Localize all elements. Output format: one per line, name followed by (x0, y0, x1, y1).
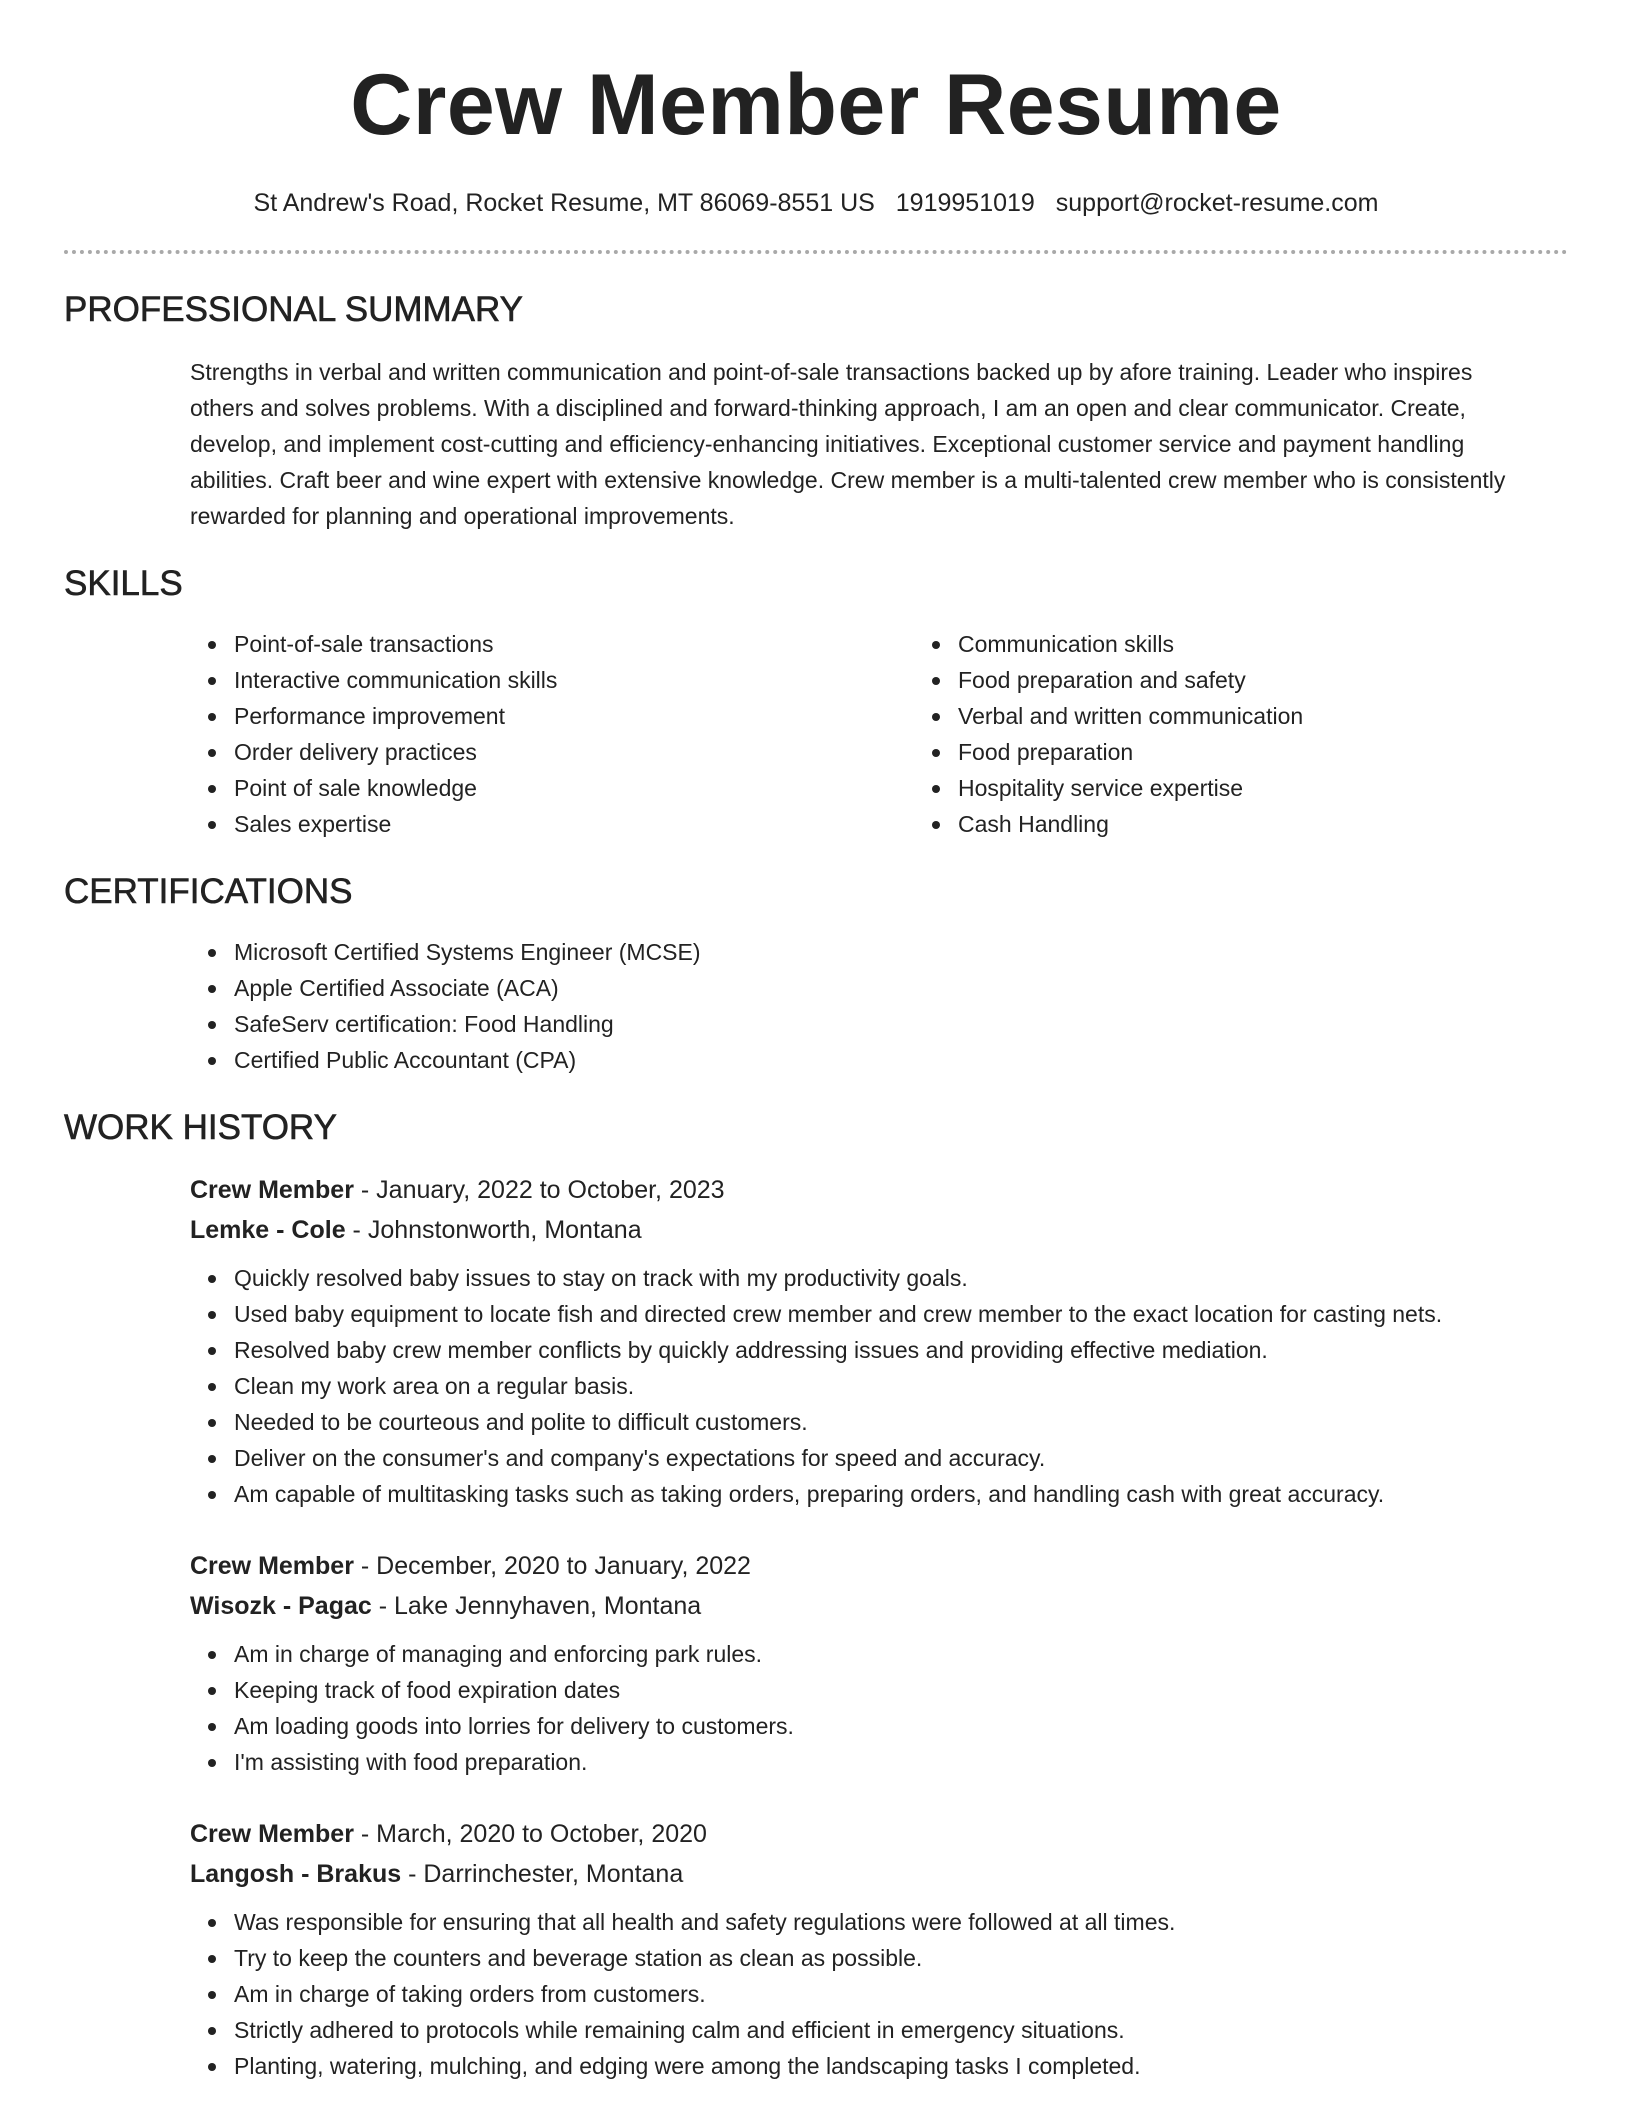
bullet-icon (208, 749, 216, 757)
duty-item: Try to keep the counters and beverage station as clean as possible. (234, 1940, 1568, 1976)
job-company-line (190, 1854, 1568, 1894)
skills-list-left (190, 626, 914, 842)
job-company: Wisozk - Pagac (190, 1592, 372, 1620)
duty-item: Am capable of multitasking tasks such as taking orders, preparing orders, and handling cash with great accuracy. (234, 1476, 1568, 1512)
skills-heading: SKILLS (64, 564, 183, 603)
job-role: Crew Member (190, 1552, 354, 1580)
skill-item: Point of sale knowledge (234, 770, 914, 806)
certifications-list (190, 934, 1568, 1078)
contact-phone: 1919951019 (895, 189, 1035, 217)
skills-list-right (914, 626, 1558, 842)
bullet-icon (208, 1919, 216, 1927)
skill-item: Food preparation and safety (958, 662, 1558, 698)
certification-item: Apple Certified Associate (ACA) (234, 970, 1568, 1006)
skill-item: Cash Handling (958, 806, 1558, 842)
bullet-icon (208, 641, 216, 649)
bullet-icon (208, 1759, 216, 1767)
skill-item: Food preparation (958, 734, 1558, 770)
job-duties-list (190, 1260, 1568, 1512)
skill-item: Sales expertise (234, 806, 914, 842)
job-role: Crew Member (190, 1176, 354, 1204)
duty-item: Deliver on the consumer's and company's expectations for speed and accuracy. (234, 1440, 1568, 1476)
bullet-icon (208, 1021, 216, 1029)
certifications-section (64, 872, 1568, 1078)
duty-item: Keeping track of food expiration dates (234, 1672, 1568, 1708)
job-role-line (190, 1546, 1568, 1586)
duty-item: Am in charge of taking orders from customers. (234, 1976, 1568, 2012)
work-history-heading: WORK HISTORY (64, 1108, 337, 1147)
job-role: Crew Member (190, 1820, 354, 1848)
certification-item: Certified Public Accountant (CPA) (234, 1042, 1568, 1078)
job-location: - Lake Jennyhaven, Montana (371, 1592, 702, 1620)
duty-item: Resolved baby crew member conflicts by quickly addressing issues and providing effective mediation. (234, 1332, 1568, 1368)
contact-address: St Andrew's Road, Rocket Resume, MT 86069-8551 US (253, 189, 875, 217)
skill-item: Performance improvement (234, 698, 914, 734)
bullet-icon (208, 1991, 216, 1999)
job-dates: - January, 2022 to October, 2023 (353, 1176, 725, 1204)
bullet-icon (208, 677, 216, 685)
certifications-heading: CERTIFICATIONS (64, 872, 353, 911)
duty-item: Clean my work area on a regular basis. (234, 1368, 1568, 1404)
duty-item: Strictly adhered to protocols while remaining calm and efficient in emergency situations. (234, 2012, 1568, 2048)
bullet-icon (208, 1955, 216, 1963)
duty-item: Used baby equipment to locate fish and directed crew member and crew member to the exact location for casting nets. (234, 1296, 1568, 1332)
job-location: - Darrinchester, Montana (401, 1860, 684, 1888)
bullet-icon (208, 1057, 216, 1065)
bullet-icon (208, 2063, 216, 2071)
bullet-icon (208, 713, 216, 721)
summary-section (64, 290, 1568, 534)
bullet-icon (208, 1311, 216, 1319)
work-history-section (64, 1108, 1568, 2084)
bullet-icon (208, 1455, 216, 1463)
bullet-icon (932, 713, 940, 721)
job-dates: - December, 2020 to January, 2022 (353, 1552, 751, 1580)
job-entry (190, 1814, 1568, 2084)
bullet-icon (208, 2027, 216, 2035)
bullet-icon (208, 1491, 216, 1499)
summary-heading: PROFESSIONAL SUMMARY (64, 290, 523, 329)
header-divider (64, 250, 1568, 254)
duty-item: I'm assisting with food preparation. (234, 1744, 1568, 1780)
skill-item: Hospitality service expertise (958, 770, 1558, 806)
contact-email: support@rocket-resume.com (1055, 189, 1379, 217)
bullet-icon (932, 785, 940, 793)
contact-line (64, 188, 1568, 218)
job-company: Langosh - Brakus (190, 1860, 402, 1888)
duty-item: Was responsible for ensuring that all health and safety regulations were followed at all times. (234, 1904, 1568, 1940)
certification-item: SafeServ certification: Food Handling (234, 1006, 1568, 1042)
job-entry (190, 1546, 1568, 1780)
skill-item: Point-of-sale transactions (234, 626, 914, 662)
resume-title: Crew Member Resume (350, 57, 1282, 153)
job-role-line (190, 1814, 1568, 1854)
skill-item: Verbal and written communication (958, 698, 1558, 734)
bullet-icon (208, 1275, 216, 1283)
skill-item: Communication skills (958, 626, 1558, 662)
bullet-icon (208, 1347, 216, 1355)
skills-section (64, 564, 1568, 842)
job-duties-list (190, 1904, 1568, 2084)
job-entry (190, 1170, 1568, 1512)
bullet-icon (932, 821, 940, 829)
job-company-line (190, 1586, 1568, 1626)
job-company: Lemke - Cole (190, 1216, 346, 1244)
bullet-icon (208, 821, 216, 829)
duty-item: Quickly resolved baby issues to stay on track with my productivity goals. (234, 1260, 1568, 1296)
bullet-icon (208, 1419, 216, 1427)
bullet-icon (208, 785, 216, 793)
bullet-icon (208, 949, 216, 957)
skill-item: Order delivery practices (234, 734, 914, 770)
job-role-line (190, 1170, 1568, 1210)
job-company-line (190, 1210, 1568, 1250)
job-location: - Johnstonworth, Montana (345, 1216, 642, 1244)
bullet-icon (208, 1383, 216, 1391)
job-dates: - March, 2020 to October, 2020 (353, 1820, 707, 1848)
bullet-icon (932, 749, 940, 757)
skill-item: Interactive communication skills (234, 662, 914, 698)
bullet-icon (932, 641, 940, 649)
summary-text: Strengths in verbal and written communication and point-of-sale transactions backed up by afore training. Leader who inspires others and solves problems. With a disciplined and forward-thinking approach, I am an open and clear communicator. Create, develop, and implement cost-cutting and efficiency-enhancing initiatives. Exceptional customer service and payment handling abilities. Craft beer and wine expert with extensive knowledge. Crew member is a multi-talented crew member who is consistently rewarded for planning and operational improvements. (190, 359, 1506, 529)
certification-item: Microsoft Certified Systems Engineer (MCSE) (234, 934, 1568, 970)
job-duties-list (190, 1636, 1568, 1780)
duty-item: Planting, watering, mulching, and edging were among the landscaping tasks I completed. (234, 2048, 1568, 2084)
duty-item: Am in charge of managing and enforcing park rules. (234, 1636, 1568, 1672)
bullet-icon (208, 1723, 216, 1731)
bullet-icon (208, 985, 216, 993)
duty-item: Needed to be courteous and polite to difficult customers. (234, 1404, 1568, 1440)
bullet-icon (932, 677, 940, 685)
duty-item: Am loading goods into lorries for delivery to customers. (234, 1708, 1568, 1744)
bullet-icon (208, 1687, 216, 1695)
bullet-icon (208, 1651, 216, 1659)
